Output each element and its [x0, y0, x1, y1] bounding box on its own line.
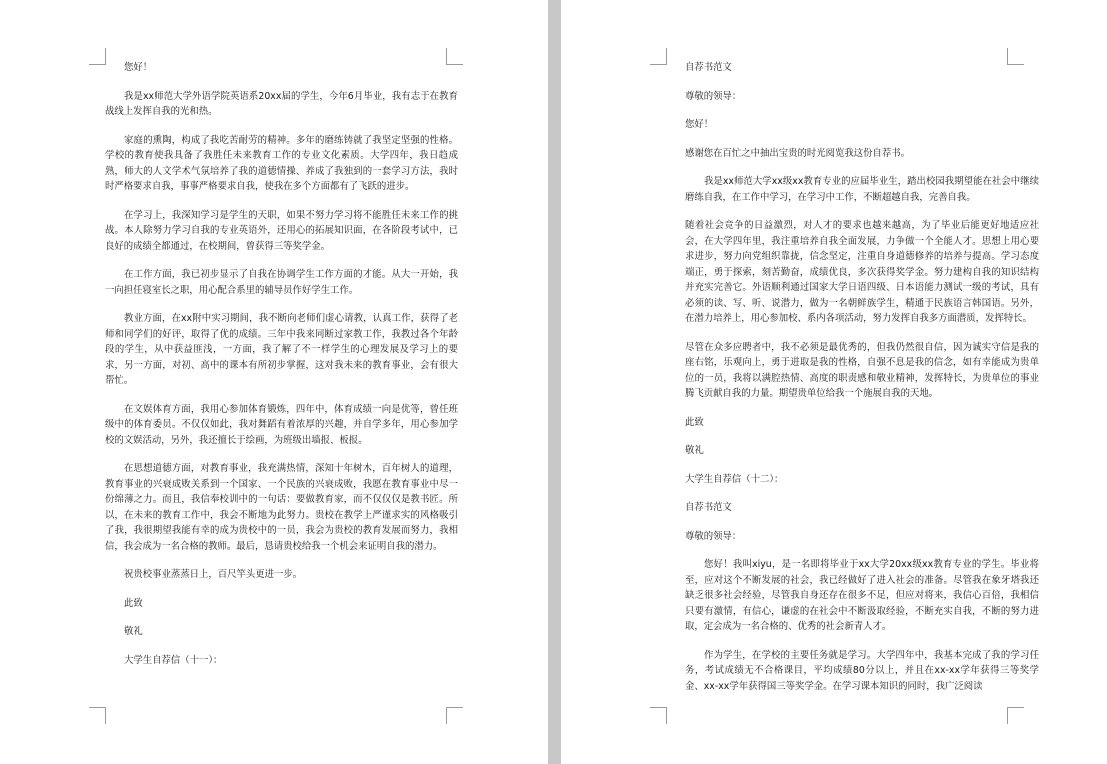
margin-corner-mark	[650, 707, 667, 724]
paragraph: 在文娱体育方面，我用心参加体育锻炼，四年中，体育成绩一向是优等，曾任班级中的体育委员。不仅仅如此，我对舞蹈有着浓厚的兴趣，并自学多年，用心参加学校的文娱活动，另外，我还擅长于绘画，为班级出墙报、板报。	[105, 403, 458, 446]
paragraph: 随着社会竞争的日益激烈，对人才的要求也越来越高，为了毕业后能更好地适应社会，在大学四年里，我注重培养自我全面发展，力争做一个全能人才。思想上用心要求进步，努力向党组织靠拢，信念坚定，注重自身道德修养的培养与提高。学习态度端正，勇于探索，刻苦勤奋，成绩优良，多次获得奖学金。努力建构自我的知识结构并充实完善它。外语顺利通过国家大学日语四级、日本语能力测试一级的考试，具有必须的读、写、听、说潜力，做为一名朝鲜族学生，精通于民族语言韩国语。另外，在潜力培养上，用心参加校、系内各项活动，努力发挥自我多方面潜质，发挥特长。	[685, 220, 1039, 324]
paragraph-heading: 自荐书范文	[685, 502, 732, 513]
margin-corner-mark	[89, 48, 106, 65]
paragraph-salutation: 此致	[685, 416, 704, 428]
paragraph-salutation: 敬礼	[124, 626, 143, 637]
paragraph-greeting: 您好！	[124, 62, 153, 73]
paragraph: 在思想道德方面，对教育事业，我充满热情，深知十年树木，百年树人的道理，教育事业的兴衰成败关系到一个国家、一个民族的兴衰成败，我愿在教育事业中尽一份绵薄之力。而且，我信奉校训中的一句话：要做教育家，而不仅仅仅是教书匠。所以，在未来的教育工作中，我会不断地为此努力。贵校在教学上严谨求实的风格吸引了我，我很期望我能有幸的成为贵校中的一员，我会为贵校的教育发展而努力，我相信，我会成为一名合格的教师。最后，恳请贵校给我一个机会来证明自我的潜力。	[105, 463, 458, 552]
margin-corner-mark	[1007, 707, 1024, 724]
paragraph: 我是xx师范大学外语学院英语系20xx届的学生，今年6月毕业，我有志于在教育战线上发挥自我的光和热。	[105, 90, 458, 117]
paragraph-salutation: 敬礼	[685, 445, 704, 456]
paragraph-greeting: 您好！	[685, 119, 714, 130]
paragraph: 作为学生，在学校的主要任务就是学习。大学四年中，我基本完成了我的学习任务，考试成绩无不合格课目，平均成绩80分以上，并且在xx-xx学年获得三等奖学金、xx-xx学年获得国三等奖学金。在学习课本知识的同时，我广泛阅读	[685, 649, 1039, 692]
margin-corner-mark	[446, 707, 463, 724]
paragraph-salutation: 此致	[124, 597, 143, 609]
document-page-left	[0, 0, 548, 764]
paragraph-closing: 祝贵校事业蒸蒸日上，百尺竿头更进一步。	[124, 569, 303, 580]
page-gutter	[548, 0, 561, 764]
paragraph-heading: 大学生自荐信（十一）：	[124, 654, 223, 666]
paragraph-heading: 大学生自荐信（十二）：	[685, 473, 784, 485]
paragraph: 在工作方面，我已初步显示了自我在协调学生工作方面的才能。从大一开始，我一向担任寝室长之职，用心配合系里的辅导员作好学生工作。	[105, 269, 458, 296]
paragraph: 教业方面，在xx附中实习期间，我不断向老师们虚心请教，认真工作，获得了老师和同学们的好评，取得了优的成绩。三年中我来同断过家教工作，我教过各个年龄段的学生，从中获益匪浅，一方面，我了解了不一样学生的心理发展及学习上的要求，另一方面，对初、高中的课本有所初步掌握，这对我未来的教育事业，会有很大帮忙。	[105, 313, 458, 386]
paragraph-salutation: 尊敬的领导：	[685, 530, 742, 542]
page-body[interactable]	[105, 60, 458, 681]
paragraph-heading: 自荐书范文	[685, 62, 732, 73]
paragraph: 尽管在众多应聘者中，我不必须是最优秀的，但我仍然很自信，因为诚实守信是我的座右铭，乐观向上，勇于进取是我的性格，自强不息是我的信念，如有幸能成为贵单位的一员，我将以满腔热情、高度的职责感和敬业精神，发挥特长，为贵单位的事业腾飞贡献自我的力量。期望贵单位给我一个施展自我的天地。	[685, 341, 1039, 399]
margin-corner-mark	[650, 48, 667, 65]
document-page-right	[561, 0, 1107, 764]
paragraph: 家庭的熏陶，构成了我吃苦耐劳的精神。多年的磨练铸就了我坚定坚强的性格。学校的教育使我具备了我胜任未来教育工作的专业文化素质。大学四年，我日趋成熟，师大的人文学术气氛培养了我的道德情操、养成了我独到的一套学习方法，我时时严格要求自我，事事严格要求自我，使我在多个方面都有了飞跃的进步。	[105, 134, 458, 192]
page-body[interactable]	[685, 60, 1039, 707]
margin-corner-mark	[89, 707, 106, 724]
paragraph-salutation: 尊敬的领导：	[685, 90, 742, 102]
paragraph: 感谢您在百忙之中抽出宝贵的时光阅览我这份自荐书。	[685, 147, 911, 159]
paragraph: 您好！我叫xiyu，是一名即将毕业于xx大学20xx级xx教育专业的学生。毕业将至，应对这个不断发展的社会，我已经做好了进入社会的准备。尽管我在象牙塔我还缺乏很多社会经验，尽管我自身还存在很多不足，但应对将来，我信心百倍，我相信只要有激情，有信心，谦虚的在社会中不断汲取经验，不断充实自我，不断的努力进取，定会成为一名合格的、优秀的社会新青人才。	[685, 559, 1039, 632]
paragraph: 我是xx师范大学xx级xx教育专业的应届毕业生，踏出校园我期望能在社会中继续磨练自我，在工作中学习，在学习中工作，不断超越自我，完善自我。	[685, 176, 1039, 203]
paragraph: 在学习上，我深知学习是学生的天职，如果不努力学习将不能胜任未来工作的挑战。本人除努力学习自我的专业英语外，还用心的拓展知识面，在各阶段考试中，已良好的成绩全都通过，在校期间，曾获得三等奖学金。	[105, 209, 458, 252]
